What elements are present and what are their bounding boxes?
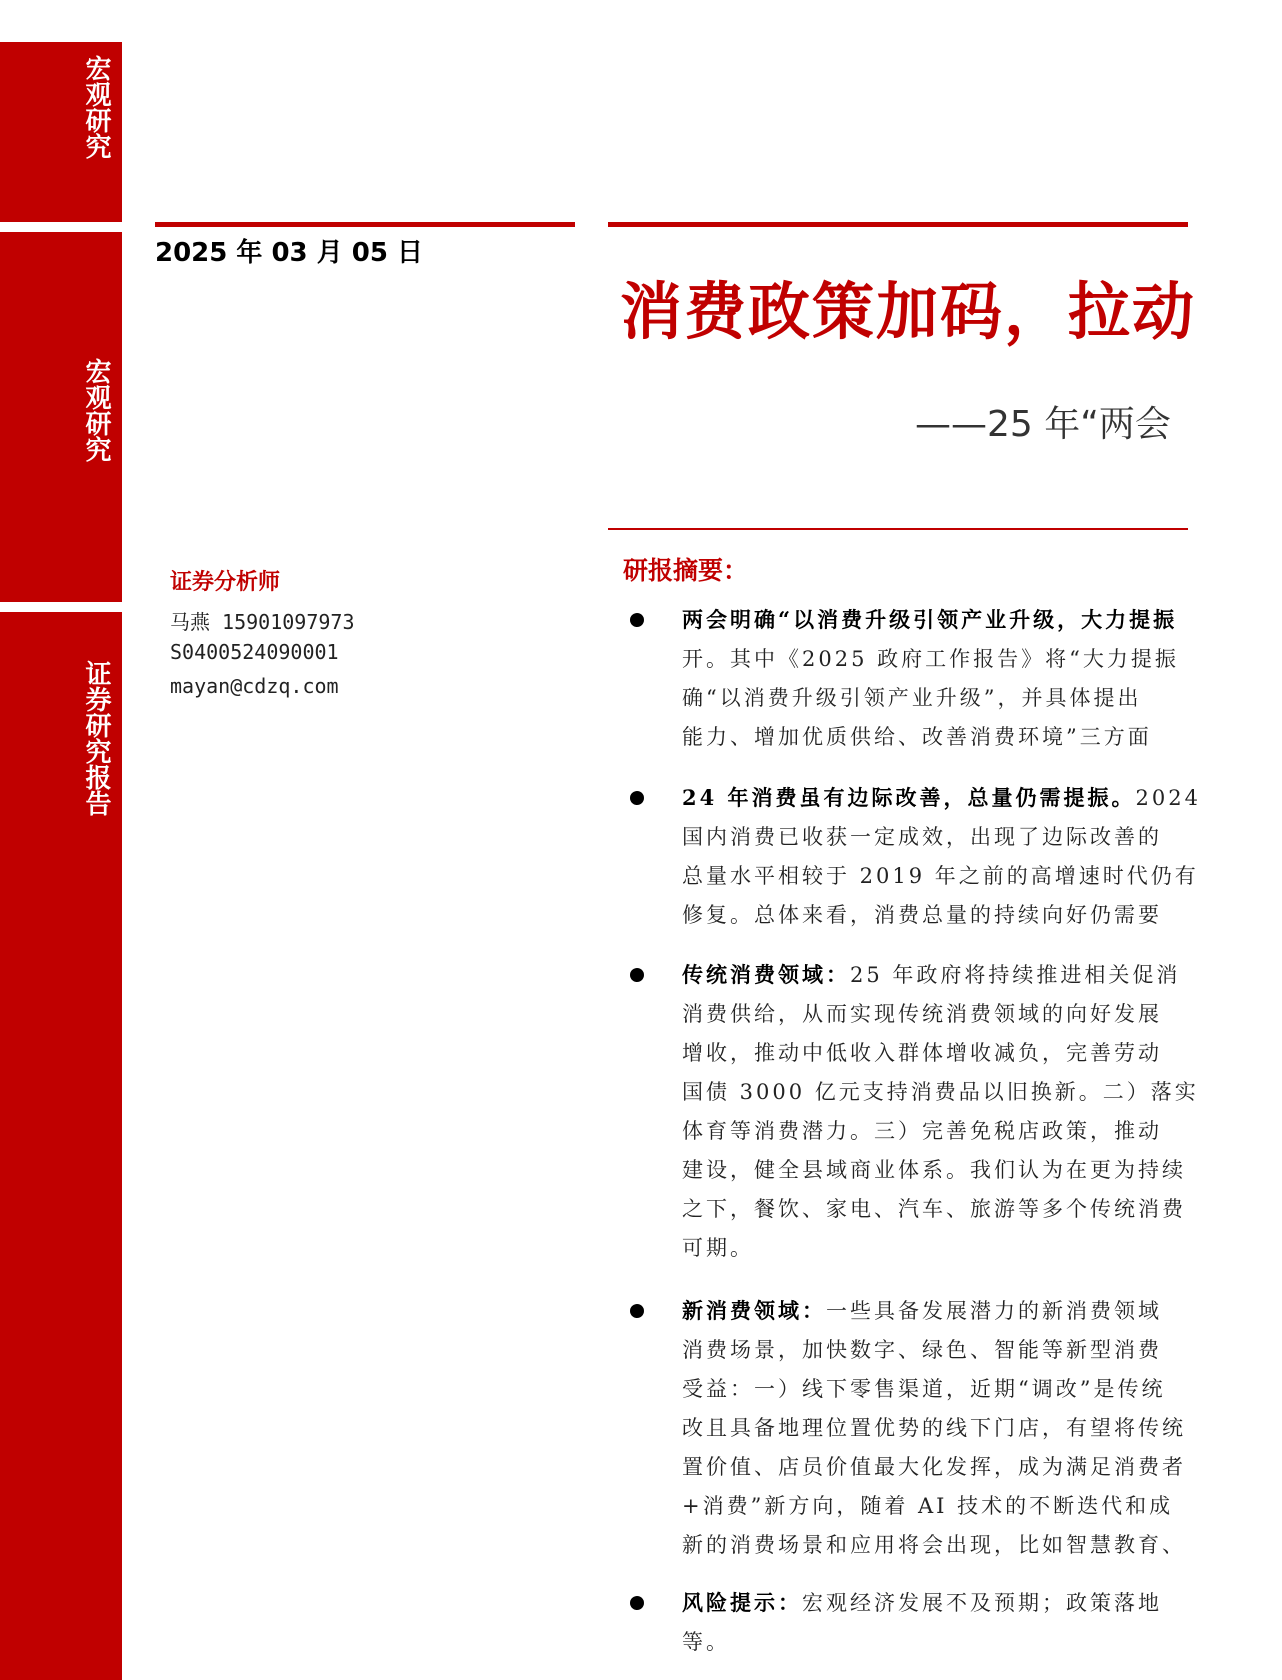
bullet-line: 新的消费场景和应用将会出现，比如智慧教育、 [682, 1533, 1186, 1557]
sidebar-label-2: 宏观研究 [81, 358, 111, 462]
header-rule-right [608, 222, 1188, 227]
header-rule-left [155, 222, 575, 227]
summary-rule [608, 528, 1188, 530]
bullet-lead-tail: 一些具备发展潜力的新消费领域 [826, 1299, 1162, 1323]
report-subtitle: ——25 年“两会 [915, 404, 1171, 445]
bullet-lead-tail: 25 年政府将持续推进相关促消 [850, 963, 1181, 987]
bullet-line: 消费场景，加快数字、绿色、智能等新型消费 [682, 1338, 1162, 1362]
bullet-line: 可期。 [682, 1236, 754, 1260]
bullet-text [682, 600, 1282, 757]
sidebar-label-3: 证券研究报告 [81, 660, 111, 816]
report-date: 2025 年 03 月 05 日 [155, 238, 423, 268]
bullet-line: 修复。总体来看，消费总量的持续向好仍需要 [682, 903, 1162, 927]
bullet-line: 建设，健全县域商业体系。我们认为在更为持续 [682, 1158, 1186, 1182]
bullet-line: 等。 [682, 1630, 730, 1654]
bullet-text [682, 1583, 1282, 1662]
bullet-text [682, 1291, 1282, 1565]
bullet-line: 体育等消费潜力。三）完善免税店政策，推动 [682, 1119, 1162, 1143]
bullet-line: 之下，餐饮、家电、汽车、旅游等多个传统消费 [682, 1197, 1186, 1221]
bullet-line: 国内消费已收获一定成效，出现了边际改善的 [682, 825, 1162, 849]
bullet-icon [630, 613, 644, 627]
bullet-lead: 传统消费领域： [682, 962, 850, 987]
bullet-line: 受益：一）线下零售渠道，近期“调改”是传统 [682, 1377, 1166, 1401]
bullet-lead-tail: 2024 [1135, 786, 1201, 810]
bullet-line: 开。其中《2025 政府工作报告》将“大力提振 [682, 647, 1179, 671]
bullet-line: 确“以消费升级引领产业升级”，并具体提出 [682, 686, 1142, 710]
bullet-lead-tail: 宏观经济发展不及预期；政策落地 [802, 1591, 1162, 1615]
analyst-email: mayan@cdzq.com [170, 674, 339, 698]
bullet-line: 置价值、店员价值最大化发挥，成为满足消费者 [682, 1455, 1186, 1479]
summary-heading: 研报摘要： [623, 556, 749, 585]
bullet-lead: 新消费领域： [682, 1298, 826, 1323]
bullet-line: 增收，推动中低收入群体增收减负，完善劳动 [682, 1041, 1162, 1065]
sidebar-label-1: 宏观研究 [81, 55, 111, 159]
bullet-line: 国债 3000 亿元支持消费品以旧换新。二）落实 [682, 1080, 1199, 1104]
bullet-lead: 两会明确“以消费升级引领产业升级，大力提振 [682, 607, 1178, 632]
analyst-heading: 证券分析师 [170, 570, 281, 595]
bullet-icon [630, 1304, 644, 1318]
bullet-lead: 24 年消费虽有边际改善，总量仍需提振。 [682, 785, 1136, 810]
bullet-line: 改且具备地理位置优势的线下门店，有望将传统 [682, 1416, 1186, 1440]
bullet-line: 总量水平相较于 2019 年之前的高增速时代仍有 [682, 864, 1199, 888]
analyst-license: S0400524090001 [170, 640, 339, 664]
report-title: 消费政策加码，拉动 [620, 275, 1197, 348]
analyst-name-phone: 马燕 15901097973 [170, 610, 355, 634]
bullet-line: 消费供给，从而实现传统消费领域的向好发展 [682, 1002, 1162, 1026]
bullet-icon [630, 1596, 644, 1610]
bullet-text [682, 778, 1282, 935]
bullet-icon [630, 791, 644, 805]
bullet-lead: 风险提示： [682, 1590, 802, 1615]
bullet-text [682, 955, 1282, 1268]
bullet-line: 能力、增加优质供给、改善消费环境”三方面 [682, 725, 1152, 749]
bullet-icon [630, 968, 644, 982]
bullet-line: +消费”新方向，随着 AI 技术的不断迭代和成 [682, 1494, 1174, 1518]
